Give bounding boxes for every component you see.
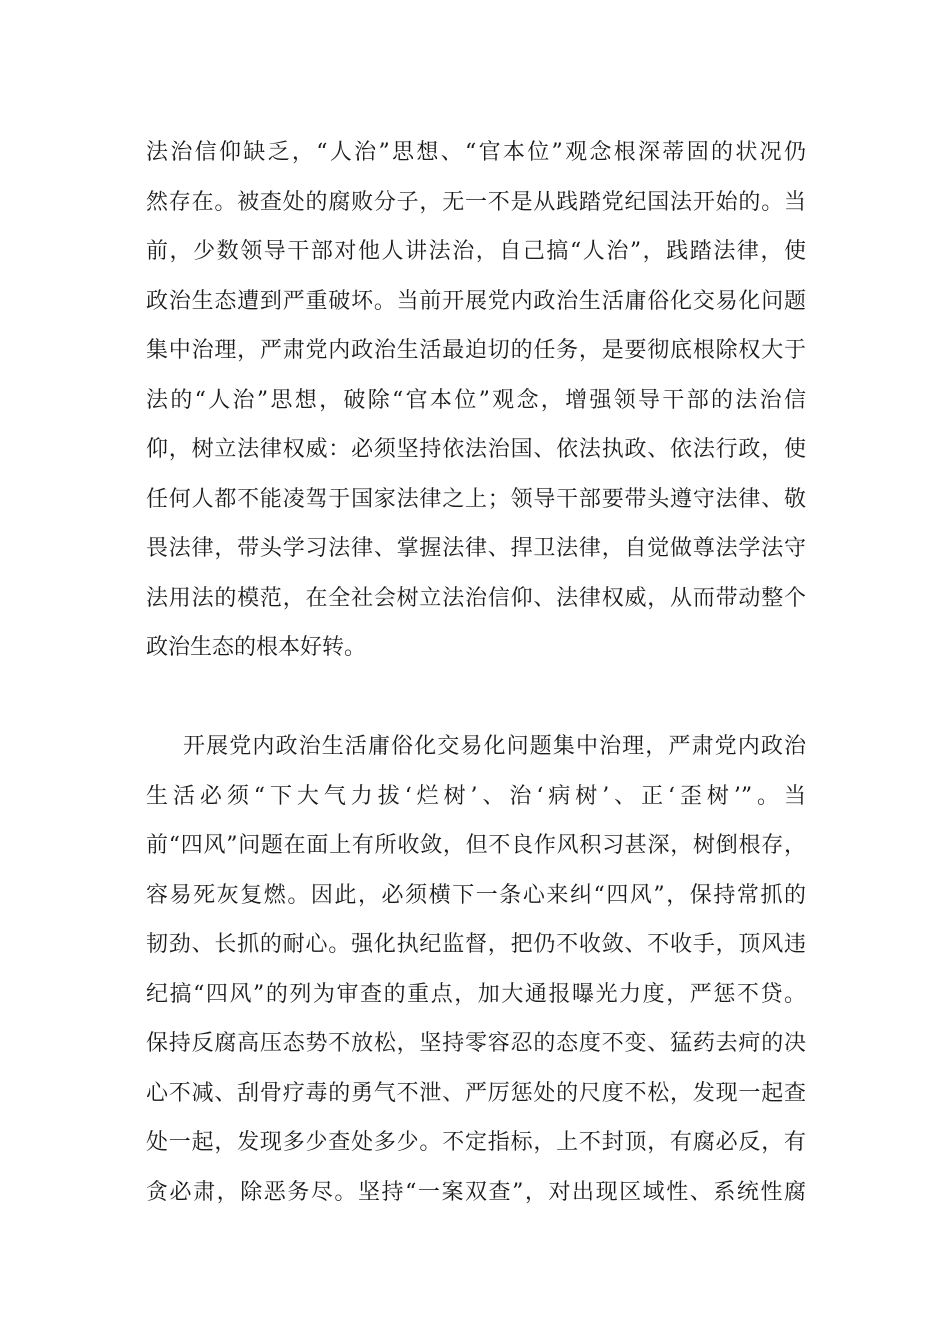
paragraph-line: 韧劲、长抓的耐心。强化执纪监督，把仍不收敛、不收手，顶风违 [146,932,806,957]
paragraph-line: 法治信仰缺乏，“人治”思想、“官本位”观念根深蒂固的状况仍 [146,140,806,165]
paragraph-line: 心不减、刮骨疗毒的勇气不泄、严厉惩处的尺度不松，发现一起查 [146,1081,806,1106]
paragraph-line: 保持反腐高压态势不放松，坚持零容忍的态度不变、猛药去疴的决 [146,1031,806,1056]
paragraph-line: 开展党内政治生活庸俗化交易化问题集中治理，严肃党内政治 [183,734,806,759]
paragraph-line: 任何人都不能凌驾于国家法律之上；领导干部要带头遵守法律、敬 [146,487,806,512]
paragraph-line: 仰，树立法律权威：必须坚持依法治国、依法执政、依法行政，使 [146,437,806,462]
paragraph-line: 贪必肃，除恶务尽。坚持“一案双查”，对出现区域性、系统性腐 [146,1180,806,1205]
paragraph-line: 处一起，发现多少查处多少。不定指标，上不封顶，有腐必反，有 [146,1130,806,1155]
paragraph-line: 前，少数领导干部对他人讲法治，自己搞“人治”，践踏法律，使 [146,239,806,264]
paragraph-line: 容易死灰复燃。因此，必须横下一条心来纠“四风”，保持常抓的 [146,883,806,908]
paragraph-line: 然存在。被查处的腐败分子，无一不是从践踏党纪国法开始的。当 [146,190,806,215]
paragraph-line: 法的“人治”思想，破除“官本位”观念，增强领导干部的法治信 [146,388,806,413]
paragraph-line: 纪搞“四风”的列为审查的重点，加大通报曝光力度，严惩不贷。 [146,982,806,1007]
paragraph-line: 政治生态的根本好转。 [146,635,367,660]
paragraph-line: 前“四风”问题在面上有所收敛，但不良作风积习甚深，树倒根存， [146,833,806,858]
paragraph-line: 畏法律，带头学习法律、掌握法律、捍卫法律，自觉做尊法学法守 [146,536,806,561]
paragraph-line: 法用法的模范，在全社会树立法治信仰、法律权威，从而带动整个 [146,586,806,611]
paragraph-line: 政治生态遭到严重破坏。当前开展党内政治生活庸俗化交易化问题 [146,289,806,314]
paragraph-line: 生活必须“下大气力拔‘烂树’、治‘病树’、正‘歪树’”。当 [146,784,806,809]
paragraph-line: 集中治理，严肃党内政治生活最迫切的任务，是要彻底根除权大于 [146,338,806,363]
